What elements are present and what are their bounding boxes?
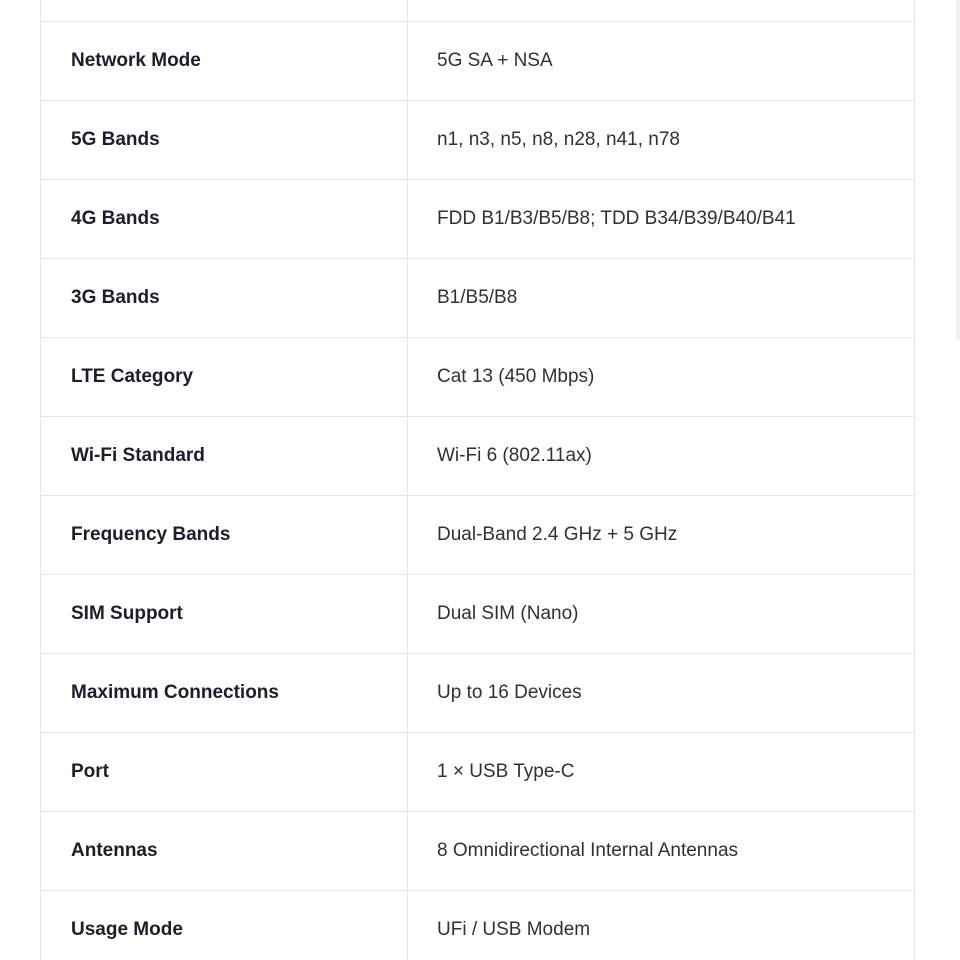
spec-value: n1, n3, n5, n8, n28, n41, n78: [408, 101, 915, 180]
table-row: [41, 22, 915, 101]
spec-value: Dual SIM (Nano): [408, 575, 915, 654]
table-row: [41, 733, 915, 812]
table-row: [41, 891, 915, 960]
table-row: [41, 0, 915, 22]
spec-value: [408, 0, 915, 22]
table-row: [41, 654, 915, 733]
spec-label: 5G Bands: [41, 101, 408, 180]
spec-value: Up to 16 Devices: [408, 654, 915, 733]
table-row: [41, 575, 915, 654]
spec-label: Frequency Bands: [41, 496, 408, 575]
spec-value: 5G SA + NSA: [408, 22, 915, 101]
table-row: [41, 180, 915, 259]
spec-value: 1 × USB Type-C: [408, 733, 915, 812]
spec-label: Port: [41, 733, 408, 812]
spec-label: LTE Category: [41, 338, 408, 417]
spec-label: [41, 0, 408, 22]
spec-label: Antennas: [41, 812, 408, 891]
spec-label: Usage Mode: [41, 891, 408, 960]
table-row: [41, 496, 915, 575]
spec-value: Cat 13 (450 Mbps): [408, 338, 915, 417]
table-row: [41, 259, 915, 338]
scrollbar[interactable]: [956, 0, 960, 340]
spec-value: Wi-Fi 6 (802.11ax): [408, 417, 915, 496]
spec-value: UFi / USB Modem: [408, 891, 915, 960]
table-row: [41, 417, 915, 496]
spec-value: B1/B5/B8: [408, 259, 915, 338]
spec-label: Maximum Connections: [41, 654, 408, 733]
table-row: [41, 338, 915, 417]
spec-label: Wi-Fi Standard: [41, 417, 408, 496]
spec-label: 3G Bands: [41, 259, 408, 338]
table-row: [41, 812, 915, 891]
table-row: [41, 101, 915, 180]
spec-value: 8 Omnidirectional Internal Antennas: [408, 812, 915, 891]
spec-label: 4G Bands: [41, 180, 408, 259]
spec-label: Network Mode: [41, 22, 408, 101]
spec-value: FDD B1/B3/B5/B8; TDD B34/B39/B40/B41: [408, 180, 915, 259]
spec-value: Dual-Band 2.4 GHz + 5 GHz: [408, 496, 915, 575]
specifications-table: [40, 0, 915, 960]
spec-label: SIM Support: [41, 575, 408, 654]
